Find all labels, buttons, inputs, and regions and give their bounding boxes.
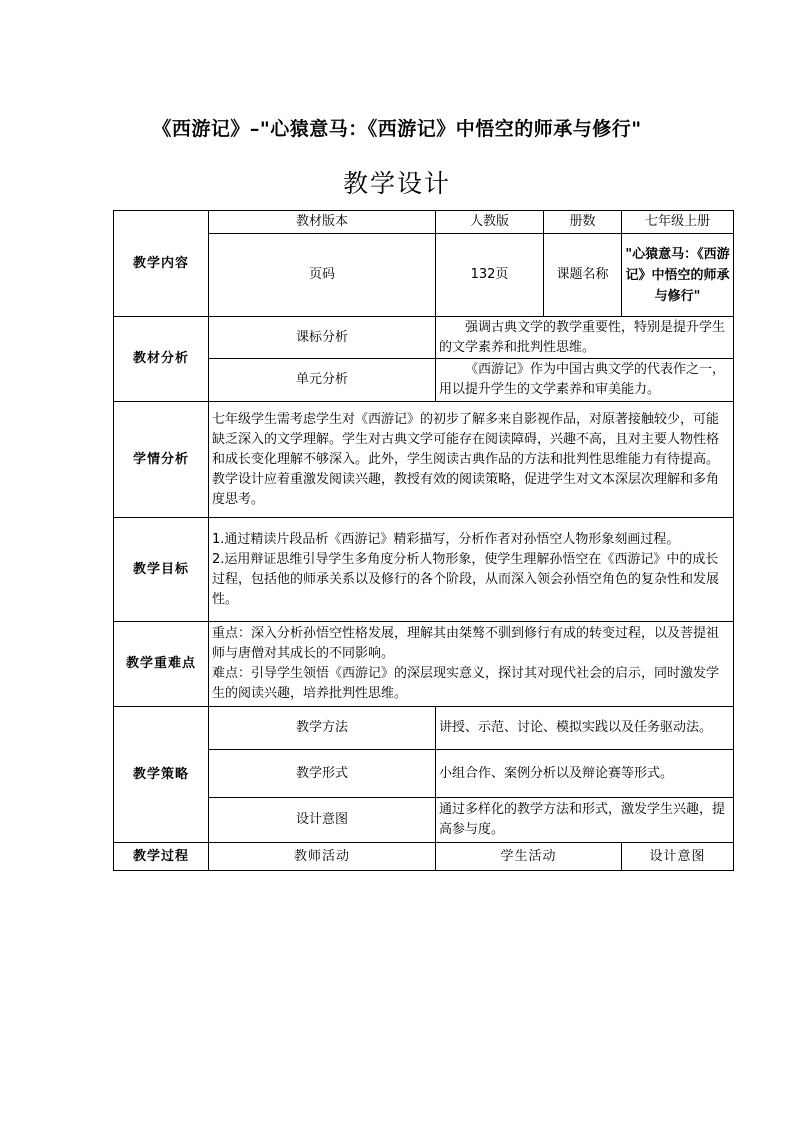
topic-label: 课题名称	[544, 234, 622, 317]
teaching-design-table	[113, 210, 734, 871]
section-label-process: 教学过程	[114, 843, 209, 871]
table-row	[114, 317, 734, 359]
table-row	[114, 707, 734, 750]
form-text: 小组合作、案例分析以及辩论赛等形式。	[436, 750, 734, 798]
intent-label: 设计意图	[209, 798, 436, 843]
intent-text: 通过多样化的教学方法和形式，激发学生兴趣，提高参与度。	[436, 798, 734, 843]
section-label-learner: 学情分析	[114, 402, 209, 518]
method-text: 讲授、示范、讨论、模拟实践以及任务驱动法。	[436, 707, 734, 750]
design-intent-header: 设计意图	[622, 843, 734, 871]
edition-label: 教材版本	[209, 211, 436, 234]
section-label-strategy: 教学策略	[114, 707, 209, 843]
document-subtitle: 教学设计	[342, 169, 451, 198]
unit-label: 单元分析	[209, 359, 436, 402]
unit-text: 《西游记》作为中国古典文学的代表作之一，用以提升学生的文学素养和审美能力。	[436, 359, 734, 402]
learner-text: 七年级学生需考虑学生对《西游记》的初步了解多来自影视作品，对原著接触较少，可能缺乏深入的文学理解。学生对古典文学可能存在阅读障碍，兴趣不高，且对主要人物性格和成长变化理解不够深入。此外，学生阅读古典作品的方法和批判性思维能力有待提高。教学设计应着重激发阅读兴趣，教授有效的阅读策略，促进学生对文本深层次理解和多角度思考。	[209, 402, 734, 518]
goal-item-2: 2.运用辩证思维引导学生多角度分析人物形象，使学生理解孙悟空在《西游记》中的成长过程，包括他的师承关系以及修行的各个阶段，从而深入领会孙悟空角色的复杂性和发展性。	[212, 551, 720, 607]
section-label-material: 教材分析	[114, 317, 209, 402]
volume-label: 册数	[544, 211, 622, 234]
goals-cell	[209, 518, 734, 622]
table-row	[114, 518, 734, 622]
keypoints-cell	[209, 622, 734, 707]
table-row	[114, 622, 734, 707]
page-value: 132页	[436, 234, 544, 317]
section-label-goals	[114, 518, 209, 622]
student-activity-header: 学生活动	[436, 843, 622, 871]
form-label: 教学形式	[209, 750, 436, 798]
topic-value: "心猿意马：《西游记》中悟空的师承与修行"	[622, 234, 734, 317]
curriculum-label: 课标分析	[209, 317, 436, 359]
difficult-point-text: 难点：引导学生领悟《西游记》的深层现实意义，探讨其对现代社会的启示，同时激发学生的阅读兴趣，培养批判性思维。	[212, 666, 720, 701]
curriculum-text: 强调古典文学的教学重要性，特别是提升学生的文学素养和批判性思维。	[436, 317, 734, 359]
table-row	[114, 211, 734, 234]
key-point-text: 重点：深入分析孙悟空性格发展，理解其由桀骜不驯到修行有成的转变过程，以及菩提祖师与唐僧对其成长的不同影响。	[212, 626, 720, 661]
page-label: 页码	[209, 234, 436, 317]
goal-item-1: 1.通过精读片段品析《西游记》精彩描写，分析作者对孙悟空人物形象刻画过程。	[212, 531, 680, 547]
table-row	[114, 402, 734, 518]
volume-value: 七年级上册	[622, 211, 734, 234]
goals-label: 教学目标	[132, 561, 189, 577]
teacher-activity-header: 教师活动	[209, 843, 436, 871]
section-label-content: 教学内容	[114, 211, 209, 317]
edition-value: 人教版	[436, 211, 544, 234]
document-title: 《西游记》–"心猿意马：《西游记》中悟空的师承与修行"	[152, 118, 642, 140]
method-label: 教学方法	[209, 707, 436, 750]
table-row	[114, 843, 734, 871]
section-label-keypoints: 教学重难点	[114, 622, 209, 707]
